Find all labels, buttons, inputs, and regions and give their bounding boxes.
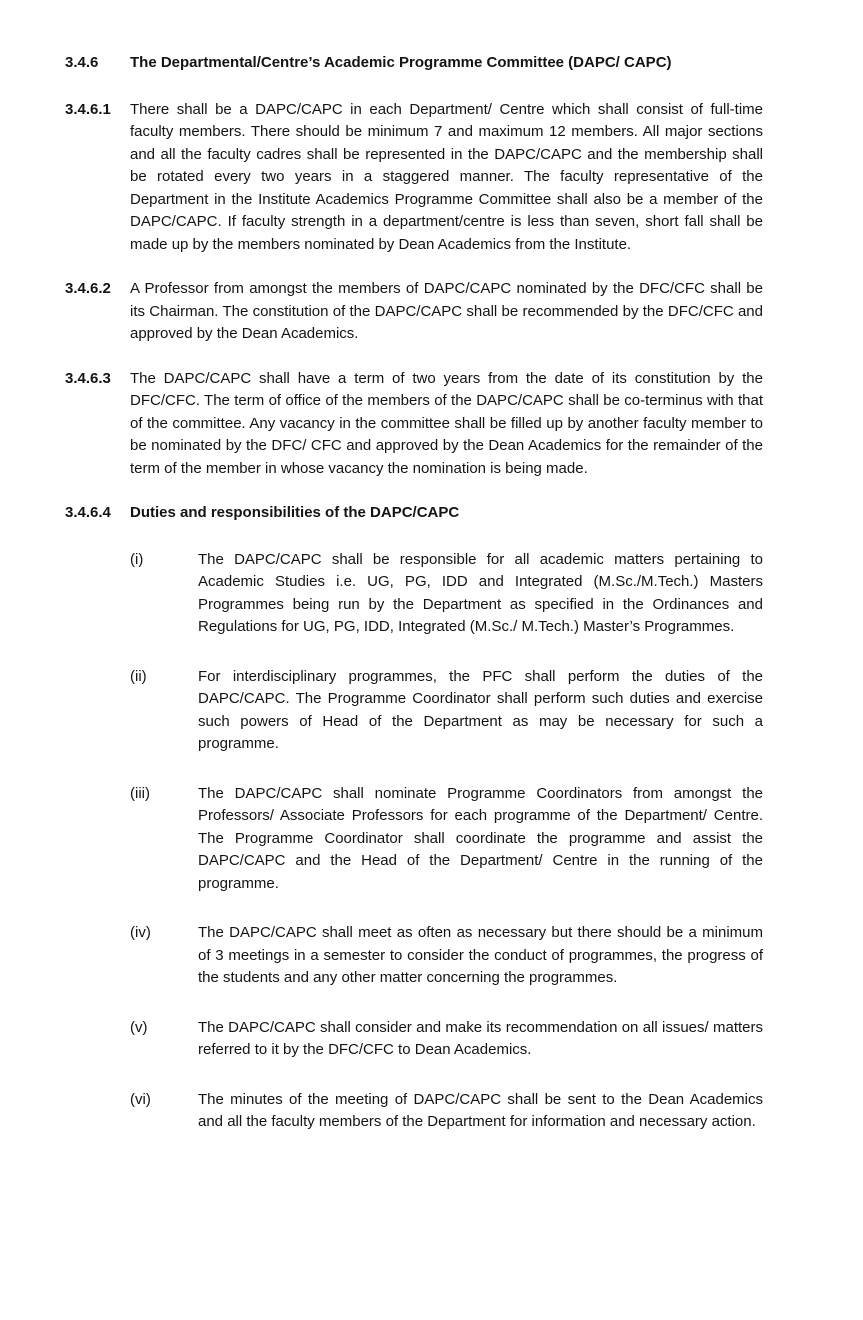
duty-item-v	[130, 1017, 763, 1062]
subsection-heading-title: Duties and responsibilities of the DAPC/CAPC	[130, 504, 460, 521]
duty-marker: (iv)	[130, 924, 151, 941]
section-heading-title: The Departmental/Centre’s Academic Programme Committee (DAPC/ CAPC)	[130, 54, 672, 71]
clause-text: The DAPC/CAPC shall have a term of two years from the date of its constitution by the DFC/CFC. The term of office of the members of the DAPC/CAPC shall be co-terminus with that of the committee. Any vacancy in the committee shall be filled up by another faculty member to be nominated by the DFC/ CFC and approved by the Dean Academics for the remainder of the term of the member in whose vacancy the nomination is being made.	[130, 369, 763, 477]
clause-text: There shall be a DAPC/CAPC in each Department/ Centre which shall consist of full-time faculty members. There should be minimum 7 and maximum 12 members. All major sections and all the faculty cadres shall be represented in the DAPC/CAPC and the membership shall be rotated every two years in a staggered manner. The faculty representative of the Department in the Institute Academics Programme Committee shall also be a member of the DAPC/CAPC. If faculty strength in a department/centre is less than seven, short fall shall be made up by the members nominated by Dean Academics from the Institute.	[130, 100, 763, 253]
duty-text: The DAPC/CAPC shall nominate Programme Coordinators from amongst the Professors/ Associate Professors for each programme of the Department/ Centre. The Programme Coordinator shall coordinate the programme and assist the DAPC/CAPC and the Head of the Department/ Centre in the running of the programme.	[198, 784, 763, 892]
duty-text: For interdisciplinary programmes, the PFC shall perform the duties of the DAPC/CAPC. The Programme Coordinator shall perform such duties and exercise such powers of Head of the Department as may be necessary for such a programme.	[198, 667, 763, 752]
subsection-heading-number: 3.4.6.4	[65, 504, 111, 521]
clause-number: 3.4.6.2	[65, 280, 111, 297]
section-heading-number: 3.4.6	[65, 54, 99, 71]
duty-item-ii	[130, 666, 763, 756]
duty-item-vi	[130, 1089, 763, 1134]
subsection-heading	[65, 502, 763, 525]
duty-marker: (ii)	[130, 667, 147, 685]
duty-text: The minutes of the meeting of DAPC/CAPC shall be sent to the Dean Academics and all the faculty members of the Department for information and necessary action.	[198, 1090, 763, 1130]
duty-item-iv	[130, 922, 763, 990]
duty-marker: (iii)	[130, 784, 150, 802]
clause-3-4-6-1	[65, 99, 763, 257]
duty-marker: (i)	[130, 550, 144, 568]
duty-item-iii	[130, 783, 763, 896]
duty-text: The DAPC/CAPC shall meet as often as necessary but there should be a minimum of 3 meetings in a semester to consider the conduct of programmes, the progress of the students and any other matter concerning the programmes.	[198, 924, 763, 986]
clause-number: 3.4.6.1	[65, 100, 111, 118]
duty-marker: (vi)	[130, 1090, 151, 1108]
clause-number: 3.4.6.3	[65, 369, 111, 387]
duty-marker: (v)	[130, 1018, 148, 1036]
section-heading	[65, 52, 763, 75]
duty-item-i	[130, 549, 763, 639]
duty-text: The DAPC/CAPC shall consider and make its recommendation on all issues/ matters referred to it by the DFC/CFC to Dean Academics.	[198, 1018, 763, 1058]
clause-3-4-6-2	[65, 278, 763, 346]
clause-3-4-6-3	[65, 368, 763, 481]
duty-text: The DAPC/CAPC shall be responsible for all academic matters pertaining to Academic Studies i.e. UG, PG, IDD and Integrated (M.Sc./M.Tech.) Masters Programmes being run by the Department as specified in the Ordinances and Regulations for UG, PG, IDD, Integrated (M.Sc./ M.Tech.) Master’s Programmes.	[198, 550, 763, 635]
clause-text: A Professor from amongst the members of DAPC/CAPC nominated by the DFC/CFC shall be its Chairman. The constitution of the DAPC/CAPC shall be recommended by the DFC/CFC and approved by the Dean Academics.	[130, 280, 763, 342]
